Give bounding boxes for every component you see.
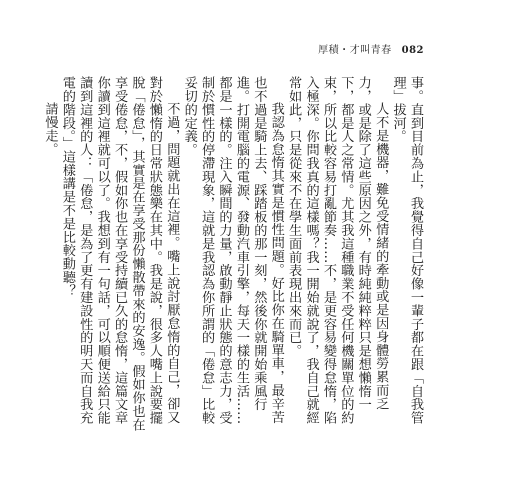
running-title: 厚積・才叫青春 [318, 45, 392, 56]
paragraph-3: 我認為怠惰其實是慣性問題。好比你在騎單車，最辛苦也不過是騎上去、踩踏板的那一刻，然後你就開始乘風行進。打開電腦的電源、發動汽車引擎，每天一樣的生活……都是一樣的。注入瞬間的力量，啟動靜止狀態的意志力，受制於慣性的停滯現象，這就是我認為你所謂的「倦怠」比較妥切的定義。 [181, 76, 284, 425]
paragraph-5: 請慢走。 [42, 102, 58, 156]
running-header [318, 41, 424, 56]
paragraph-4: 不過，問題就出在這裡。嘴上說討厭怠惰的自己，卻又對於懶惰的日常狀態樂在其中。我是說，很多人嘴上說要擺脫「倦怠」，其實是在享受那份懶散帶來的安逸。假如你也在享受倦怠，不，假如你也在享受持續已久的怠惰，這篇文章你讀到這裡就可以了。我想到有一句話，可以順便送給只能讀到這裡的人：「倦怠，是為了更有建設性的明天而自我充電的階段。」這樣講是不是比較動聽？ [59, 76, 180, 432]
vertical-text-columns [42, 76, 424, 436]
page-number: 082 [401, 45, 424, 56]
body-text [42, 76, 424, 436]
paragraph-2: 人不是機器，難免受情緒的牽動或是因身體勞累而乏力，或是除了這些原因之外，有時純純粹粹只是想懶惰一下，都是人之常情。尤其我這種職業不受任何機關單位的約束，所以比較容易打亂節奏……不，是更容易變得怠惰，陷入極深。你問我真的這樣嗎？我一開始就說了，我自己就經常如此，只是從來不在學生面前表現出來而已。 [286, 76, 389, 425]
paragraph-1: 事。直到目前為止，我覺得自己好像一輩子都在跟「自我管理」拔河。 [390, 76, 423, 425]
